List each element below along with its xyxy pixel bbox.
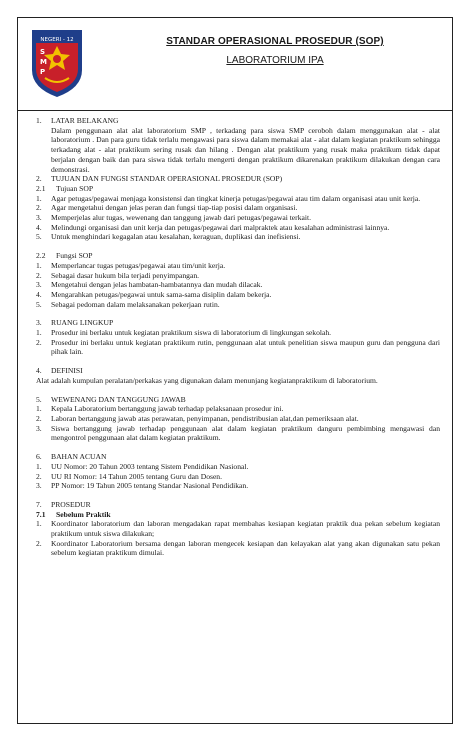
list-item bbox=[36, 338, 440, 357]
list-item bbox=[36, 462, 440, 472]
document-subtitle: LABORATORIUM IPA bbox=[226, 55, 324, 66]
item-number: 2. bbox=[36, 538, 42, 548]
item-number: 3. bbox=[36, 481, 42, 491]
item-text: Sebagai pedoman dalam melaksanakan pekerjaan rutin. bbox=[51, 299, 220, 309]
subsection-number: 7.1 bbox=[36, 509, 46, 519]
section-number: 3. bbox=[36, 318, 42, 328]
item-text: Sebagai dasar hukum bila terjadi penyimpangan. bbox=[51, 270, 200, 280]
item-number: 4. bbox=[36, 222, 42, 232]
item-text: Laboran bertanggung jawab atas perawatan, penyimpanan, pendistribusian alat,dan pemeriksaan alat. bbox=[51, 413, 359, 423]
item-number: 5. bbox=[36, 299, 42, 309]
section-number: 7. bbox=[36, 499, 42, 509]
item-number: 2. bbox=[36, 203, 42, 213]
item-number: 2. bbox=[36, 337, 42, 347]
item-number: 1. bbox=[36, 519, 42, 529]
list-item bbox=[36, 539, 440, 558]
list-item bbox=[36, 280, 440, 290]
section-heading bbox=[36, 452, 440, 462]
list-item bbox=[36, 290, 440, 300]
list-item bbox=[36, 328, 440, 338]
section-heading bbox=[36, 366, 440, 376]
subsection-title: Tujuan SOP bbox=[56, 183, 94, 193]
item-text: PP Nomor: 19 Tahun 2005 tentang Standar Nasional Pendidikan. bbox=[51, 481, 249, 491]
item-text: Memperjelas alur tugas, wewenang dan tanggung jawab dari petugas/pegawai terkait. bbox=[51, 213, 311, 223]
item-number: 3. bbox=[36, 280, 42, 290]
section-title: TUJUAN DAN FUNGSI STANDAR OPERASIONAL PROSEDUR (SOP) bbox=[51, 174, 283, 184]
section-heading bbox=[36, 174, 440, 184]
item-text: UU Nomor: 20 Tahun 2003 tentang Sistem Pendidikan Nasional. bbox=[51, 461, 249, 471]
section-title: BAHAN ACUAN bbox=[51, 452, 107, 462]
school-logo-icon bbox=[28, 26, 86, 100]
section-heading bbox=[36, 318, 440, 328]
section-title: LATAR BELAKANG bbox=[51, 116, 119, 125]
document-header bbox=[18, 18, 452, 111]
item-text: Mengarahkan petugas/pegawai untuk sama-sama disiplin dalam bekerja. bbox=[51, 289, 272, 299]
item-text: Prosedur ini berlaku untuk kegiatan praktikum rutin, penggunaan alat untuk penelitian siswa maupun guru dan pengguna dari pihak lain. bbox=[51, 337, 440, 357]
item-number: 1. bbox=[36, 404, 42, 414]
item-text: Siswa bertanggung jawab terhadap penggunaan alat dalam kegiatan praktikum danguru pembimbing mengawasi dan mengontrol penggunaan alat dalam kegiatan praktikum. bbox=[51, 423, 440, 443]
logo-letter-s: S bbox=[40, 48, 46, 56]
logo-letter-m: M bbox=[40, 58, 47, 66]
title-block bbox=[98, 36, 452, 66]
list-item bbox=[36, 481, 440, 491]
item-number: 1. bbox=[36, 328, 42, 338]
item-number: 4. bbox=[36, 289, 42, 299]
section-paragraph: Dalam penggunaan alat alat laboratorium SMP , terkadang para siswa SMP ceroboh dalam menggunakan alat - alat laboratorium . Dan para guru tidak terlalu mengawasi para siswa dalam memakai alat - alat dalam kegiatan praktikum sehingga terkadang alat - alat praktikum sering rusak dan hilang . Dengan alat praktikum yang rusak maka praktikum tidak dapat berjalan dengan baik dan para siswa tidak terlalu mengerti dengan praktikum dikarenakan praktikum dilakukan dengan cara demonstrasi. bbox=[51, 125, 440, 174]
item-text: Kepala Laboratorium bertanggung jawab terhadap pelaksanaan prosedur ini. bbox=[51, 404, 284, 414]
list-item bbox=[36, 472, 440, 482]
list-item bbox=[36, 519, 440, 538]
document-page bbox=[17, 17, 453, 724]
list-item bbox=[36, 232, 440, 242]
item-number: 2. bbox=[36, 413, 42, 423]
subsection-heading bbox=[36, 184, 440, 194]
list-item bbox=[36, 213, 440, 223]
item-number: 2. bbox=[36, 270, 42, 280]
section-title: DEFINISI bbox=[51, 366, 83, 376]
subsection-heading bbox=[36, 510, 440, 520]
logo-top-text: NEGERI - 12 bbox=[40, 37, 74, 43]
bahan-acuan-list bbox=[36, 462, 440, 491]
list-item bbox=[36, 194, 440, 204]
section-number: 4. bbox=[36, 366, 42, 376]
item-text: Prosedur ini berlaku untuk kegiatan praktikum siswa di laboratorium di lingkungan sekolah. bbox=[51, 328, 332, 338]
item-text: Koordinator laboratorium dan laboran mengadakan rapat membahas kesiapan kegiatan praktik dua pekan sebelum kegiatan praktikum untuk siswa dilakukan; bbox=[51, 519, 440, 539]
item-text: Agar mengetahui dengan jelas peran dan fungsi tiap-tiap posisi dalam organisasi. bbox=[51, 203, 298, 213]
section-number: 2. bbox=[36, 174, 42, 184]
section-number: 5. bbox=[36, 394, 42, 404]
subsection-number: 2.1 bbox=[36, 183, 46, 193]
list-item bbox=[36, 414, 440, 424]
item-number: 3. bbox=[36, 423, 42, 433]
fungsi-list bbox=[36, 261, 440, 310]
section-heading bbox=[36, 116, 440, 126]
section-number: 1. bbox=[36, 116, 42, 125]
item-number: 1. bbox=[36, 193, 42, 203]
item-text: Untuk menghindari kegagalan atau kesalahan, keraguan, duplikasi dan inefisiensi. bbox=[51, 232, 301, 242]
wewenang-list bbox=[36, 404, 440, 443]
list-item bbox=[36, 271, 440, 281]
list-item bbox=[36, 300, 440, 310]
section-heading bbox=[36, 500, 440, 510]
ruang-lingkup-list bbox=[36, 328, 440, 357]
item-number: 5. bbox=[36, 232, 42, 242]
item-number: 3. bbox=[36, 213, 42, 223]
item-text: Mengetahui dengan jelas hambatan-hambatannya dan mudah dilacak. bbox=[51, 280, 263, 290]
section-title: WEWENANG DAN TANGGUNG JAWAB bbox=[51, 394, 186, 404]
list-item bbox=[36, 261, 440, 271]
document-body bbox=[36, 116, 440, 558]
list-item bbox=[36, 203, 440, 213]
section-paragraph: Alat adalah kumpulan peralatan/perkakas yang digunakan dalam menunjang kegiatanpraktikum di laboratorium. bbox=[36, 375, 378, 385]
subsection-title: Sebelum Praktik bbox=[56, 509, 111, 519]
list-item bbox=[36, 223, 440, 233]
item-text: Koordinator Laboratorium bersama dengan laboran mengecek kesiapan dan kelayakan alat yang akan digunakan satu pekan sebelum kegiatan praktikum dimulai. bbox=[51, 538, 440, 558]
tujuan-list bbox=[36, 194, 440, 243]
item-text: Memperlancar tugas petugas/pegawai atau tim/unit kerja. bbox=[51, 260, 226, 270]
item-text: Melindungi organisasi dan unit kerja dan petugas/pegawai dari malpraktek atau kesalahan administrasi lainnya. bbox=[51, 222, 390, 232]
section-number: 6. bbox=[36, 452, 42, 462]
logo-letter-p: P bbox=[40, 68, 46, 76]
prosedur-list bbox=[36, 519, 440, 558]
item-text: Agar petugas/pegawai menjaga konsistensi dan tingkat kinerja petugas/pegawai atau tim dalam organisasi atau unit kerja. bbox=[51, 193, 421, 203]
subsection-heading bbox=[36, 251, 440, 261]
item-number: 1. bbox=[36, 260, 42, 270]
section-title: RUANG LINGKUP bbox=[51, 318, 114, 328]
section-heading bbox=[36, 395, 440, 405]
list-item bbox=[36, 404, 440, 414]
document-title: STANDAR OPERASIONAL PROSEDUR (SOP) bbox=[166, 36, 384, 47]
item-number: 1. bbox=[36, 461, 42, 471]
subsection-number: 2.2 bbox=[36, 251, 46, 261]
list-item bbox=[36, 424, 440, 443]
subsection-title: Fungsi SOP bbox=[56, 251, 93, 261]
item-number: 2. bbox=[36, 471, 42, 481]
item-text: UU RI Nomor: 14 Tahun 2005 tentang Guru dan Dosen. bbox=[51, 471, 223, 481]
section-title: PROSEDUR bbox=[51, 499, 91, 509]
